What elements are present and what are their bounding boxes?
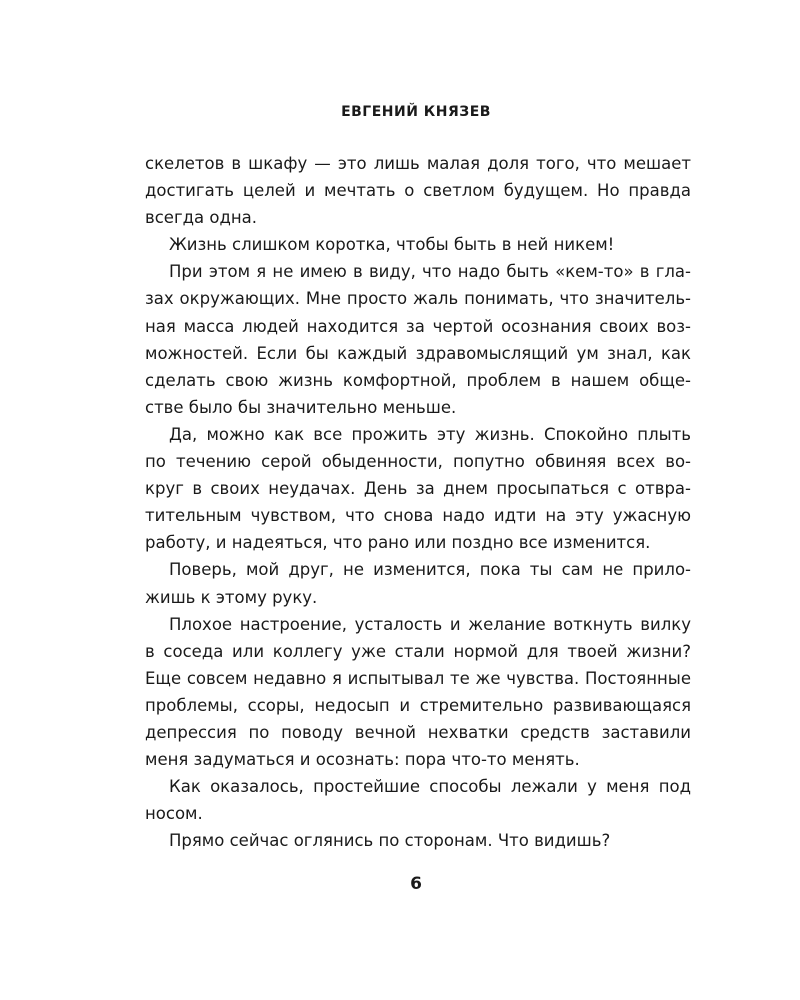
text-line: сделать свою жизнь комфортной, проблем в нашем обще- <box>145 370 691 390</box>
text-line: Прямо сейчас оглянись по сторонам. Что видишь? <box>169 831 611 851</box>
text-line: При этом я не имею в виду, что надо быть «кем-то» в гла- <box>169 262 691 282</box>
text-line: Еще совсем недавно я испытывал те же чувства. Постоянные <box>145 668 691 688</box>
text-line: всегда одна. <box>145 208 258 228</box>
text-line: скелетов в шкафу — это лишь малая доля того, что мешает <box>145 154 691 173</box>
running-head-author: ЕВГЕНИЙ КНЯЗЕВ <box>341 104 491 120</box>
text-line: ная масса людей находится за чертой осознания своих воз- <box>145 316 691 336</box>
text-line: носом. <box>145 804 203 824</box>
text-line: работу, и надеяться, что рано или поздно все изменится. <box>145 533 651 553</box>
text-line: по течению серой обыденности, попутно обвиняя всех во- <box>145 452 691 472</box>
text-line: меня задуматься и осознать: пора что-то менять. <box>145 750 580 770</box>
text-line: круг в своих неудачах. День за днем просыпаться с отвра- <box>145 479 691 499</box>
body-text <box>145 150 691 854</box>
text-line: в соседа или коллегу уже стали нормой для твоей жизни? <box>145 641 691 661</box>
text-line: Жизнь слишком коротка, чтобы быть в ней никем! <box>169 235 615 255</box>
text-line: зах окружающих. Мне просто жаль понимать, что значитель- <box>145 289 691 309</box>
text-line: Как оказалось, простейшие способы лежали у меня под <box>169 777 691 797</box>
text-line: жишь к этому руку. <box>145 587 318 607</box>
text-line: достигать целей и мечтать о светлом будущем. Но правда <box>145 181 691 201</box>
text-line: депрессия по поводу вечной нехватки средств заставили <box>145 722 691 742</box>
text-line: Поверь, мой друг, не изменится, пока ты сам не прило- <box>169 560 691 580</box>
text-line: проблемы, ссоры, недосып и стремительно развивающаяся <box>145 695 691 715</box>
text-line: тительным чувством, что снова надо идти на эту ужасную <box>145 506 691 526</box>
page-number: 6 <box>410 874 422 894</box>
text-line: Да, можно как все прожить эту жизнь. Спокойно плыть <box>169 424 691 444</box>
text-line: стве было бы значительно меньше. <box>145 397 457 417</box>
text-line: можностей. Если бы каждый здравомыслящий ум знал, как <box>145 343 691 363</box>
text-line: Плохое настроение, усталость и желание воткнуть вилку <box>169 614 691 634</box>
